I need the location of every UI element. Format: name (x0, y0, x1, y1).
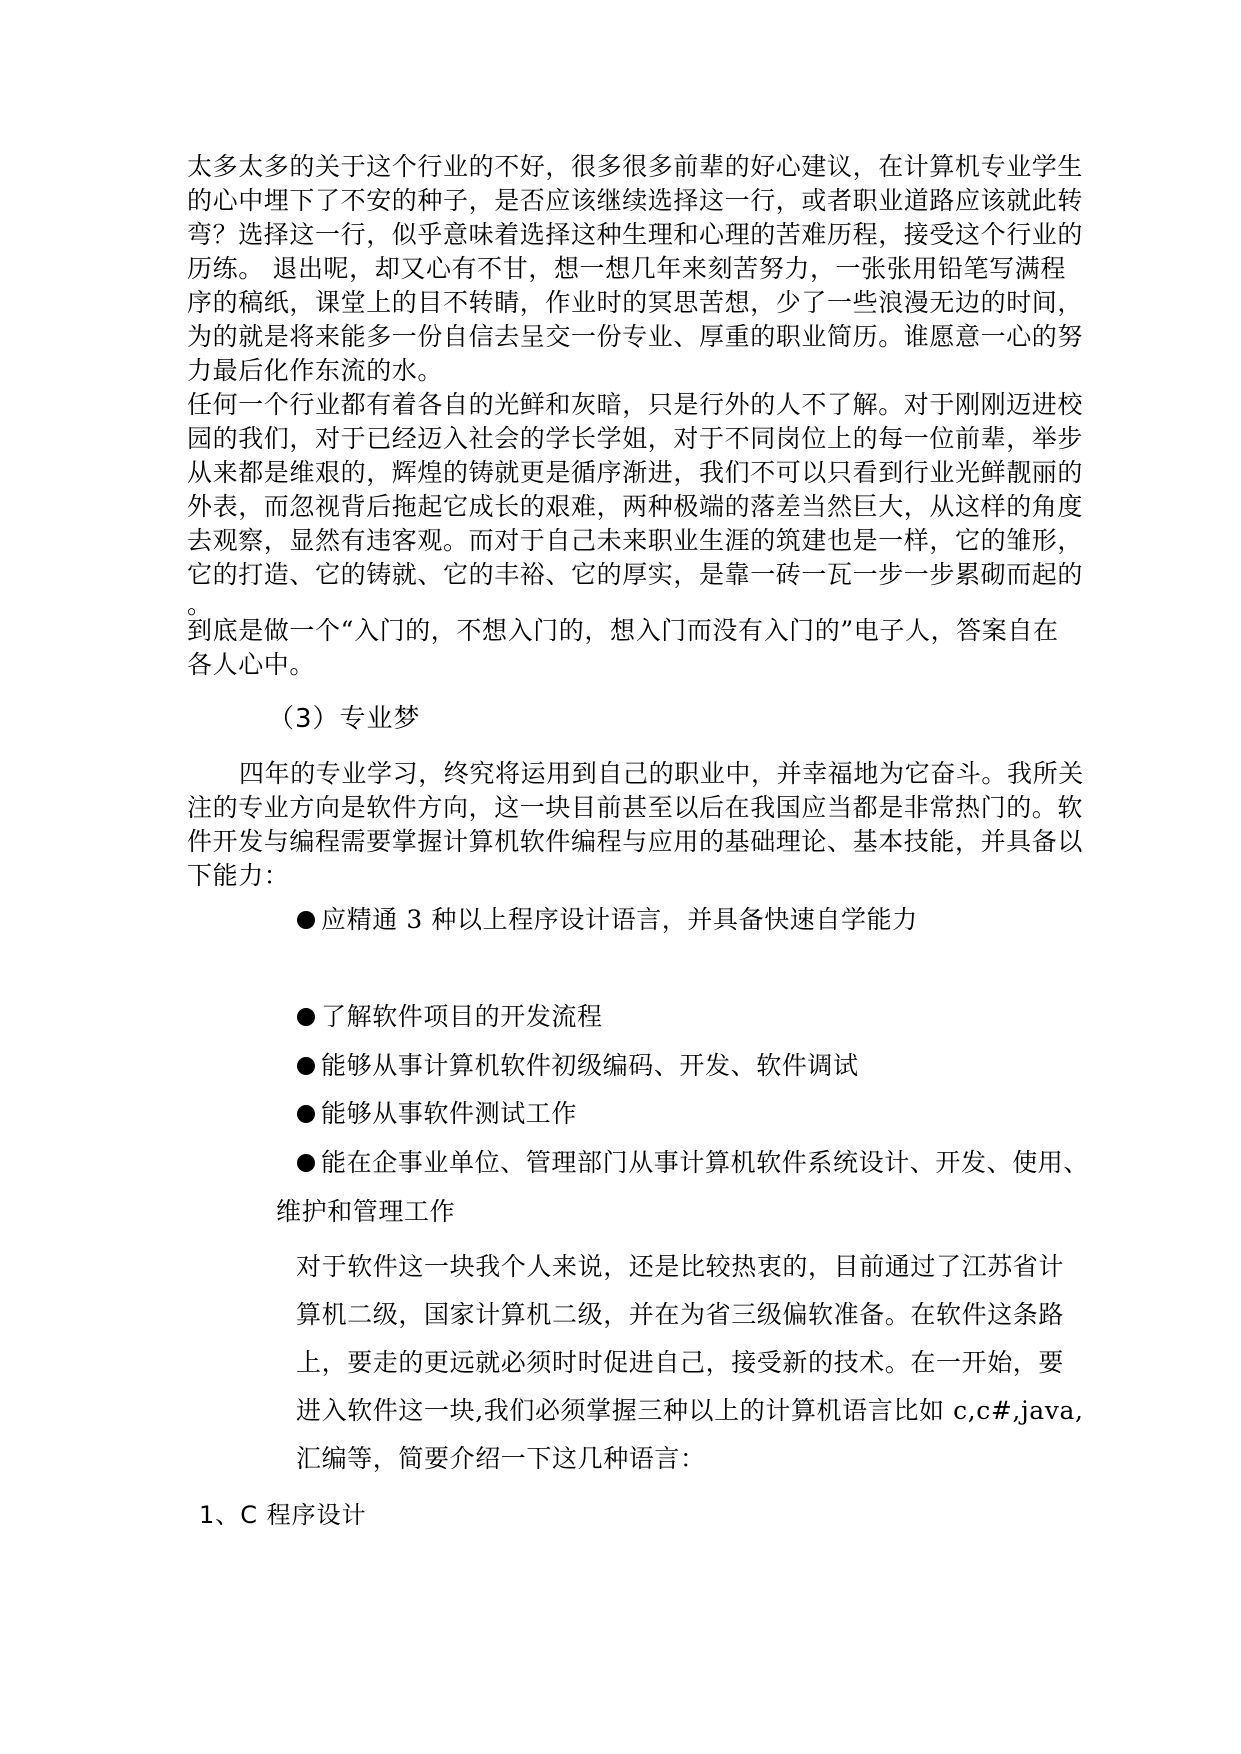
bullet-icon (297, 1105, 315, 1123)
text-line: 件开发与编程需要掌握计算机软件编程与应用的基础理论、基本技能，并具备以 (187, 827, 1084, 856)
text-line: 进入软件这一块,我们必须掌握三种以上的计算机语言比如 c,c#,java, (296, 1396, 1084, 1425)
list-item-text: 能在企事业单位、管理部门从事计算机软件系统设计、开发、使用、 (321, 1148, 1090, 1177)
list-item-continuation: 维护和管理工作 (276, 1197, 456, 1226)
list-item (297, 1146, 1089, 1179)
text-line: 外表，而忽视背后拖起它成长的艰难，两种极端的落差当然巨大，从这样的角度 (187, 492, 1084, 521)
list-item (297, 903, 918, 936)
list-item (297, 1097, 577, 1130)
text-line: 任何一个行业都有着各自的光鲜和灰暗，只是行外的人不了解。对于刚刚迈进校 (187, 390, 1084, 419)
text-line: 从来都是维艰的，辉煌的铸就更是循序渐进，我们不可以只看到行业光鲜靓丽的 (187, 458, 1084, 487)
text-line: 园的我们，对于已经迈入社会的学长学姐，对于不同岗位上的每一位前辈，举步 (187, 424, 1084, 453)
bullet-icon (297, 1154, 315, 1172)
subsection-heading: 1、C 程序设计 (199, 1501, 367, 1529)
text-line: 汇编等，简要介绍一下这几种语言： (296, 1444, 706, 1473)
bullet-icon (297, 911, 315, 929)
text-line: 历练。 退出呢，却又心有不甘，想一想几年来刻苦努力，一张张用铅笔写满程 (187, 254, 1066, 283)
list-item (297, 1000, 603, 1033)
text-line: 的心中埋下了不安的种子，是否应该继续选择这一行，或者职业道路应该就此转 (187, 186, 1084, 215)
text-line: 太多太多的关于这个行业的不好，很多很多前辈的好心建议，在计算机专业学生 (187, 152, 1084, 181)
text-line: 到底是做一个“入门的，不想入门的，想入门而没有入门的”电子人，答案自在 (187, 616, 1059, 645)
text-line: 对于软件这一块我个人来说，还是比较热衷的，目前通过了江苏省计 (296, 1252, 1065, 1281)
text-line: 去观察，显然有违客观。而对于自己未来职业生涯的筑建也是一样，它的雏形， (187, 526, 1084, 555)
text-line: 下能力： (187, 861, 290, 890)
list-item-text: 了解软件项目的开发流程 (321, 1002, 603, 1031)
text-line: 。 (187, 590, 213, 619)
text-line: 算机二级，国家计算机二级，并在为省三级偏软准备。在软件这条路 (296, 1300, 1065, 1329)
text-line: 各人心中。 (187, 650, 316, 679)
text-line: 力最后化作东流的水。 (187, 356, 444, 385)
text-line: 弯？选择这一行，似乎意味着选择这种生理和心理的苦难历程，接受这个行业的 (187, 220, 1084, 249)
section-heading: （3）专业梦 (268, 704, 421, 734)
list-item (297, 1049, 859, 1082)
list-item-text: 能够从事计算机软件初级编码、开发、软件调试 (321, 1051, 859, 1080)
bullet-icon (297, 1057, 315, 1075)
text-line: 四年的专业学习，终究将运用到自己的职业中，并幸福地为它奋斗。我所关 (239, 759, 1084, 788)
text-line: 为的就是将来能多一份自信去呈交一份专业、厚重的职业简历。谁愿意一心的努 (187, 322, 1084, 351)
list-item-text: 能够从事软件测试工作 (321, 1099, 578, 1128)
text-line: 序的稿纸，课堂上的目不转睛，作业时的冥思苦想，少了一些浪漫无边的时间， (187, 288, 1084, 317)
list-item-text: 应精通 3 种以上程序设计语言，并具备快速自学能力 (321, 905, 918, 934)
text-line: 它的打造、它的铸就、它的丰裕、它的厚实，是靠一砖一瓦一步一步累砌而起的 (187, 560, 1084, 589)
bullet-icon (297, 1008, 315, 1026)
text-line: 注的专业方向是软件方向，这一块目前甚至以后在我国应当都是非常热门的。软 (187, 793, 1084, 822)
text-line: 上，要走的更远就必须时时促进自己，接受新的技术。在一开始，要 (296, 1348, 1065, 1377)
